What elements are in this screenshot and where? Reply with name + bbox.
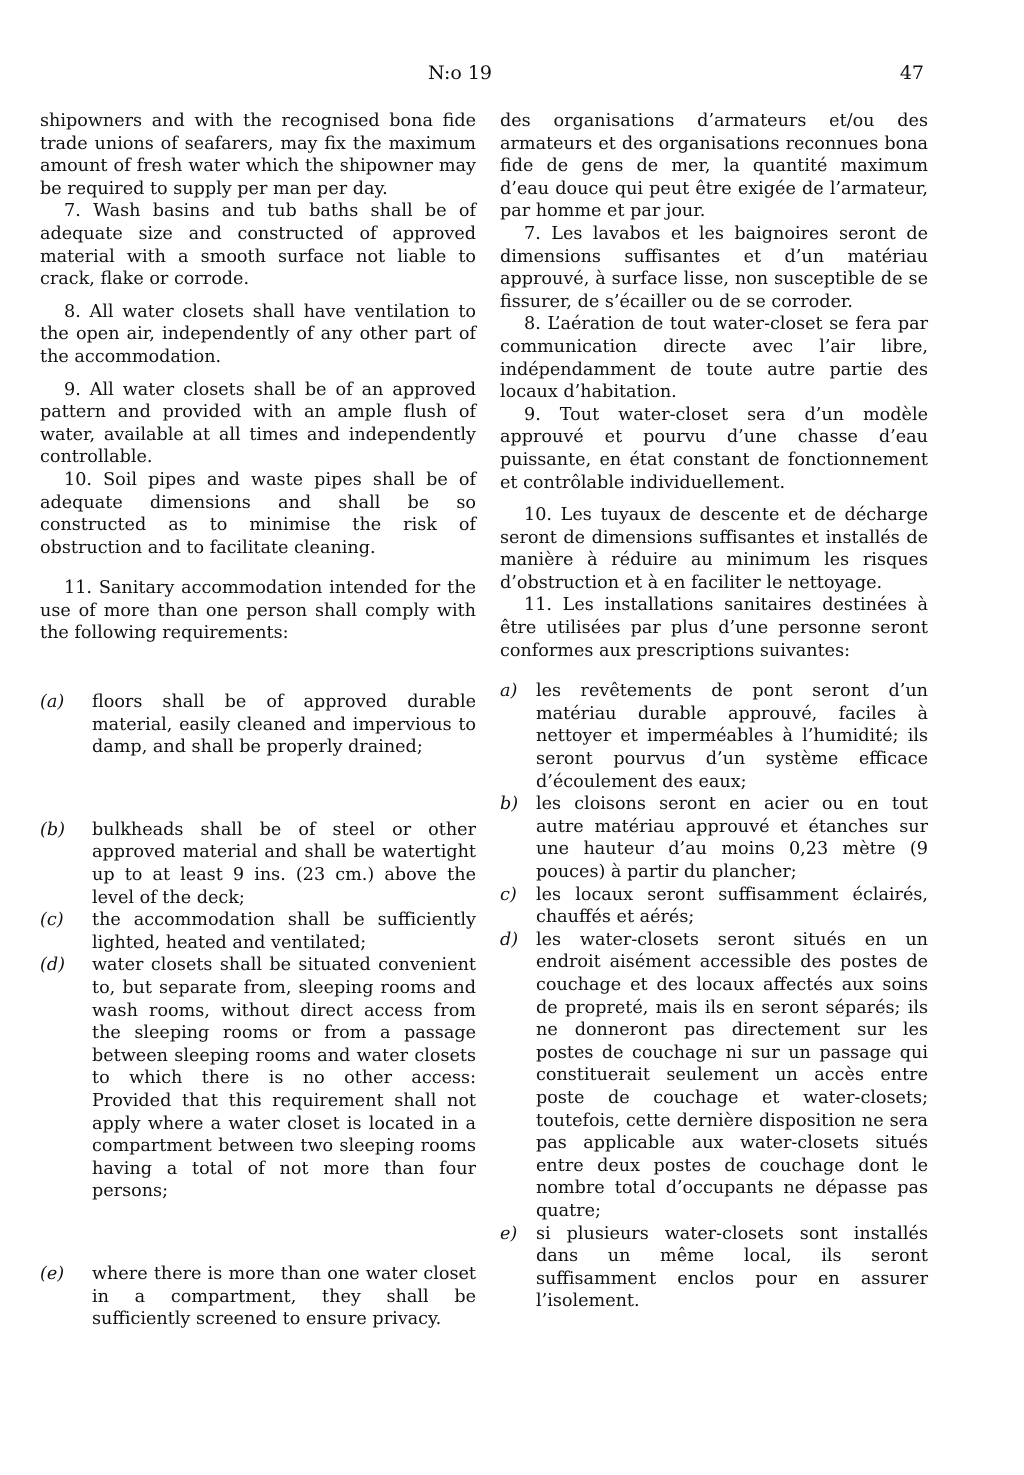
fr-paragraph-7: 7. Les lavabos et les baignoires seront de dimensions suffisantes et d’un matériau approuvé, à surface lisse, non susceptible de se fissurer, de s’écailler ou de se corroder. — [500, 223, 928, 312]
en-paragraph-8: 8. All water closets shall have ventilation to the open air, independently of any other part of the accommodation. — [40, 301, 476, 367]
en-list-item-c — [40, 909, 476, 954]
item-label: a) — [500, 681, 518, 702]
fr-paragraph-10: 10. Les tuyaux de descente et de décharge seront de dimensions suffisantes et installés de manière à réduire au minimum les risques d’obstruction et à en faciliter le nettoyage. — [500, 505, 928, 593]
fr-intro-paragraph: des organisations d’armateurs et/ou des armateurs et des organisations reconnues bona fide de gens de mer, la quantité maximum d’eau douce qui peut être exigée de l’armateur, par homme et par jour. — [500, 111, 928, 222]
item-text: water closets shall be situated convenient to, but separate from, sleeping rooms and wash rooms, without direct access from the sleeping rooms or from a passage between sleeping rooms and water closets to which there is no other access: Provided that this requirement shall not apply where a water closet is located in a compartment between two sleeping rooms having a total of not more than four persons; — [92, 955, 476, 1202]
en-list-item-b — [40, 819, 476, 909]
item-label: (b) — [40, 819, 65, 840]
en-list-item-a — [40, 691, 476, 759]
item-label: d) — [500, 929, 519, 950]
item-label: (a) — [40, 692, 65, 713]
en-paragraph-11: 11. Sanitary accommodation intended for the use of more than one person shall comply with the following requirements: — [40, 578, 476, 644]
item-label: c) — [500, 884, 517, 905]
en-paragraph-9: 9. All water closets shall be of an approved pattern and provided with an ample flush of water, available at all times and independently controllable. — [40, 379, 476, 468]
en-list-item-e — [40, 1263, 476, 1331]
fr-list-item-e — [500, 1223, 928, 1313]
item-text: les revêtements de pont seront d’un matériau durable approuvé, faciles à nettoyer et imperméables à l’humidité; ils seront pourvus d’un système efficace d’écoulement des eaux; — [536, 681, 928, 792]
item-text: les cloisons seront en acier ou en tout autre matériau approuvé et étanches sur une hauteur d’au moins 0,23 mètre (9 pouces) à partir du plancher; — [536, 794, 928, 882]
item-label: b) — [500, 794, 519, 815]
item-label: (d) — [40, 955, 65, 976]
item-label: (e) — [40, 1263, 65, 1284]
item-text: les water-closets seront situés en un endroit aisément accessible des postes de couchage et des locaux affectés aux soins de propreté, mais ils en seront séparés; ils ne donneront pas directement sur les postes de couchage ni sur un passage qui constituerait seulement un accès entre poste de couchage et water-closets; toutefois, cette dernière disposition ne sera pas applicable aux water-closets situés entre deux postes de couchage dont le nombre total d’occupants ne dépasse pas quatre; — [536, 929, 928, 1221]
item-text: the accommodation shall be sufficiently lighted, heated and ventilated; — [92, 910, 476, 953]
fr-paragraph-9: 9. Tout water-closet sera d’un modèle approuvé et pourvu d’une chasse d’eau puissante, en état constant de fonctionnement et contrôlable individuellement. — [500, 404, 928, 493]
fr-list-item-a — [500, 680, 928, 793]
item-text: bulkheads shall be of steel or other approved material and shall be watertight up to at least 9 ins. (23 cm.) above the level of the deck; — [92, 819, 476, 908]
item-text: les locaux seront suffisamment éclairés, chauffés et aérés; — [536, 884, 928, 928]
en-paragraph-7: 7. Wash basins and tub baths shall be of adequate size and constructed of approved material with a smooth surface not liable to crack, flake or corrode. — [40, 201, 476, 290]
item-text: where there is more than one water closet in a compartment, they shall be sufficiently screened to ensure privacy. — [92, 1263, 476, 1330]
item-label: (c) — [40, 910, 64, 931]
french-column — [500, 110, 928, 1313]
item-label: e) — [500, 1223, 518, 1244]
fr-list-item-d — [500, 929, 928, 1223]
fr-list-item-b — [500, 793, 928, 883]
item-text: si plusieurs water-closets sont installés dans un même local, ils seront suffisamment enclos pour en assurer l’isolement. — [536, 1223, 928, 1312]
running-header — [0, 62, 1024, 86]
english-column — [40, 110, 476, 1331]
en-paragraph-10: 10. Soil pipes and waste pipes shall be of adequate dimensions and shall be so constructed as to minimise the risk of obstruction and to facilitate cleaning. — [40, 469, 476, 558]
fr-paragraph-8: 8. L’aération de tout water-closet se fera par communication directe avec l’air libre, indépendamment de toute autre partie des locaux d’habitation. — [500, 314, 928, 403]
en-intro-paragraph: shipowners and with the recognised bona fide trade unions of seafarers, may fix the maximum amount of fresh water which the shipowner may be required to supply per man per day. — [40, 111, 476, 199]
en-list-item-d — [40, 954, 476, 1203]
series-number: N:o 19 — [428, 62, 493, 84]
fr-list-item-c — [500, 884, 928, 929]
fr-paragraph-11: 11. Les installations sanitaires destinées à être utilisées par plus d’une personne seront conformes aux prescriptions suivantes: — [500, 595, 928, 661]
page-number: 47 — [899, 62, 924, 84]
item-text: floors shall be of approved durable material, easily cleaned and impervious to damp, and shall be properly drained; — [92, 692, 476, 758]
